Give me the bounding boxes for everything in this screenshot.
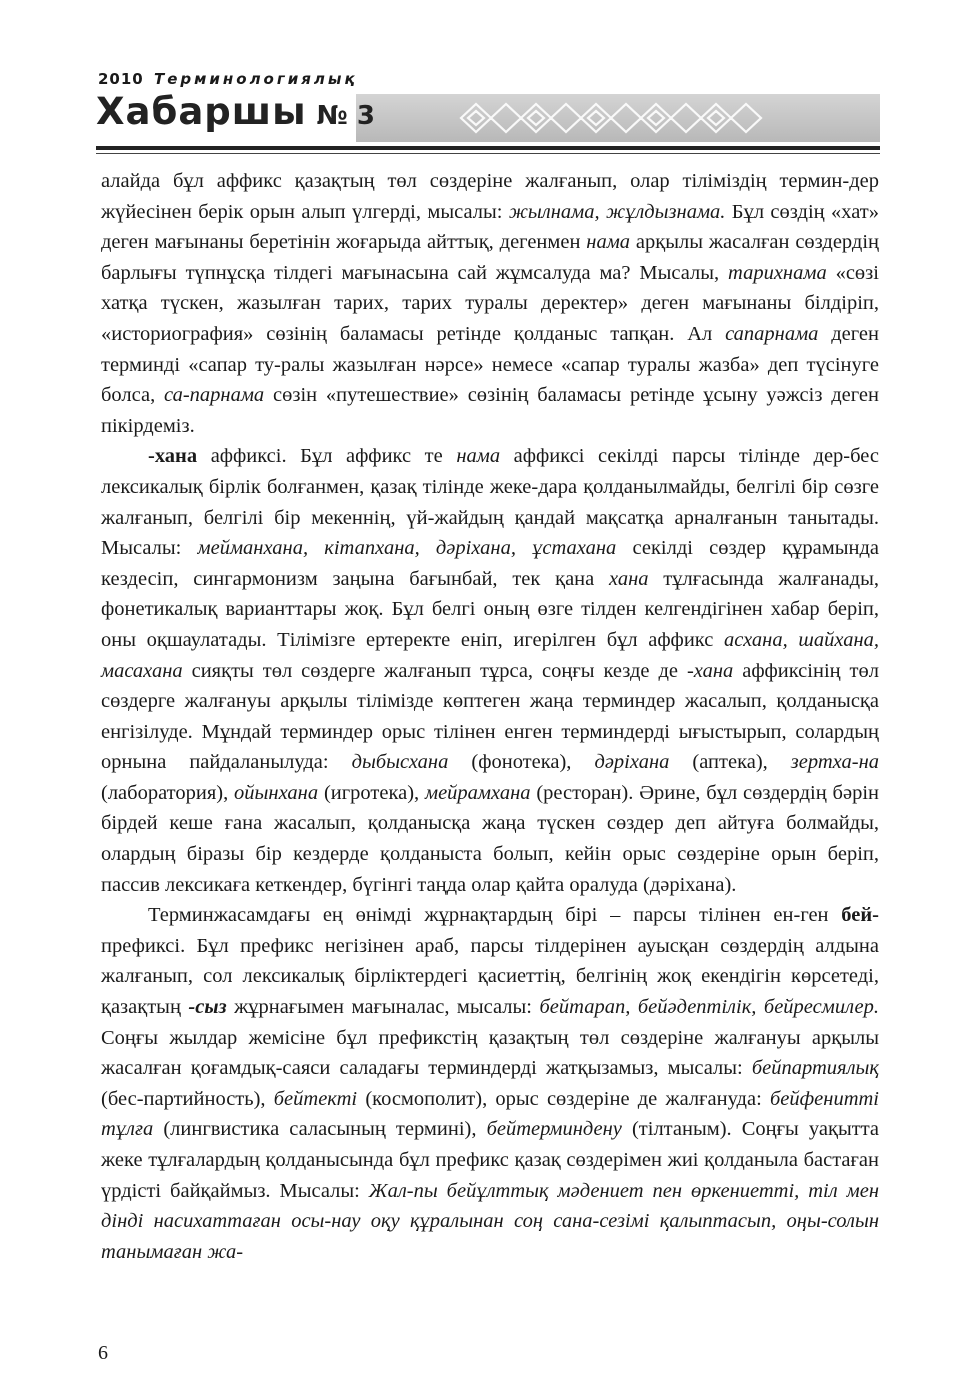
emphasized-text: дыбысхана	[351, 751, 449, 774]
text-run: (игротека),	[318, 781, 425, 804]
journal-subtitle: Терминологиялық	[153, 70, 358, 88]
paragraph	[101, 900, 879, 1267]
text-run: сөзін «путешествие» сөзінің баламасы ретінде ұсыну уәжсіз деген пікірдеміз.	[101, 384, 879, 437]
emphasized-text: бейпартиялық	[751, 1057, 879, 1080]
emphasized-text: мейманхана, кітапхана, дәріхана, ұстахана	[197, 537, 617, 560]
text-run: аффиксі. Бұл аффикс те	[197, 445, 457, 468]
text-run: (бес-партийность),	[101, 1087, 274, 1110]
emphasized-text: хана	[609, 567, 649, 590]
emphasized-text: жылнама, жұлдызнама.	[508, 200, 726, 223]
emphasized-text: -хана	[148, 445, 198, 468]
text-run: (лаборатория),	[101, 781, 235, 804]
header-rule-thin	[96, 153, 880, 154]
text-run: префиксі. Бұл префикс негізінен араб, парсы тілдерінен ауысқан сөздердің алдына жалғанып, сол лексикалық бірліктердегі қасиеттің, белгінің жоқ екендігін көрсетеді, қазақтың	[101, 934, 879, 1019]
emphasized-text: нама	[586, 231, 631, 254]
paragraph	[101, 166, 879, 441]
article-body	[101, 166, 879, 1267]
emphasized-text: бейфенитті тұлға	[101, 1087, 880, 1141]
emphasized-text: зертха-на	[790, 751, 879, 774]
text-run: «сөзі хатқа түскен, жазылған тарих, тарих туралы деректер» деген мағынаны білдіріп, «историография» сөзінің баламасы ретінде қолданыс тапқан. Ал	[101, 261, 879, 345]
text-run: (фонотека),	[448, 751, 595, 774]
emphasized-text: са-парнама	[164, 384, 265, 407]
text-run: алайда бұл аффикс қазақтың төл сөздеріне жалғанып, олар тіліміздің термин-дер жүйесінен берік орын алып үлгерді, мысалы:	[101, 170, 879, 223]
text-run: (лингвистика саласының термині),	[153, 1118, 487, 1141]
emphasized-text: бейтекті	[273, 1087, 358, 1110]
emphasized-text: -сыз	[188, 996, 227, 1019]
text-run: (космополит), орыс сөздеріне де жалғануда:	[357, 1087, 770, 1110]
text-run: (ресторан). Әрине, бұл сөздердің бәрін бірдей кеше ғана жасалып, қолданысқа жаңа түскен сөздер деп айтуға болмайды, олардың біразы бір кездерде қолданыста болып, кейін орыс сөздеріне орын беріп, пассив лексикаға кеткендер, бүгінгі таңда олар қайта оралуда (дәріхана).	[101, 781, 879, 896]
emphasized-text: дәріхана	[594, 751, 670, 774]
text-run: (тілтаным). Соңғы уақытта жеке тұлғалардың қолданысында бұл префикс қазақ сөздерімен жиі қолданыла бастаған үрдісті байқаймыз. Мысалы:	[101, 1118, 880, 1202]
text-run: арқылы жасалған сөздердің барлығы түпнұсқа тілдегі мағынасына сай жұмсалуда ма? Мысалы,	[101, 231, 879, 284]
issue-number: № 3	[316, 101, 375, 131]
paragraph	[101, 441, 879, 900]
page-header	[96, 64, 880, 156]
text-run: тұлғасында жалғанады, фонетикалық варианттары жоқ. Бұл белгі оның өзге тілден келгендігінен хабар беріп, оны оқшаулатады. Тілімізге ертеректе еніп, игерілген бұл аффикс	[101, 567, 879, 651]
text-run: (аптека),	[669, 751, 791, 774]
page-number: 6	[98, 1342, 108, 1364]
emphasized-text: ойынхана	[234, 781, 319, 804]
emphasized-text: асхана, шайхана, масахана	[101, 628, 879, 682]
emphasized-text: Жал-пы бейұлттық мәдениет пен өркениетті, тіл мен дінді насихаттаған осы-нау оқу құралынан соң сана-сезімі қалыптасып, оңы-солын танымаған жа-	[101, 1179, 879, 1263]
journal-title: Хабаршы	[96, 90, 307, 133]
ornament-pattern	[456, 98, 786, 138]
emphasized-text: сапарнама	[725, 322, 819, 345]
emphasized-text: мейрамхана	[425, 781, 531, 804]
emphasized-text: нама	[456, 445, 501, 468]
emphasized-text: тарихнама	[728, 261, 827, 284]
text-run: Терминжасамдағы ең өнімді жұрнақтардың бірі – парсы тілінен ен-ген	[148, 904, 842, 927]
emphasized-text: бейтерминдену	[486, 1118, 622, 1141]
text-run: Бұл сөздің «хат» деген мағынаны беретінін жоғарыда айттық, дегенмен	[101, 200, 880, 254]
emphasized-text: -хана	[686, 659, 734, 682]
emphasized-text: бейтарап, бейәдептілік, бейресмилер.	[539, 996, 879, 1019]
text-run: аффиксінің төл сөздерге жалғануы арқылы тілімізде көптеген жаңа терминдер жасалып, қолданысқа енгізілуде. Мұндай терминдер орыс тілінен енген терминдерді ығыстырып, солардың орнына пайдаланылуда:	[101, 659, 879, 774]
text-run: сияқты төл сөздерге жалғанып тұрса, соңғы кезде де	[182, 659, 687, 682]
header-ornament-band	[356, 94, 880, 142]
journal-title-line	[96, 90, 375, 133]
text-run: жұрнағымен мағыналас, мысалы:	[226, 996, 540, 1019]
text-run: аффиксі секілді парсы тілінде дер-бес лексикалық бірлік болғанмен, қазақ тілінде жеке-дара қолданылмайды, белгілі бір сөзге жалғанып, белгілі бір мекеннің, үй-жайдың қандай мақсатқа арналғанын танытады. Мысалы:	[101, 445, 879, 560]
journal-subtitle-line	[98, 70, 358, 88]
journal-year: 2010	[98, 70, 144, 88]
emphasized-text: бей-	[841, 904, 879, 927]
text-run: деген терминді «сапар ту-ралы жазылған нәрсе» немесе «сапар туралы жазба» деп түсінуге болса,	[101, 322, 879, 407]
text-run: Соңғы жылдар жемісіне бұл префикстің қазақтың төл сөздеріне жалғануы арқылы жасалған қоғамдық-саяси саладағы терминдерді жатқызамыз, мысалы:	[101, 1026, 879, 1080]
text-run: секілді сөздер құрамында кездесіп, сингармонизм заңына бағынбай, тек қана	[101, 537, 879, 590]
header-rule-thick	[96, 146, 880, 150]
